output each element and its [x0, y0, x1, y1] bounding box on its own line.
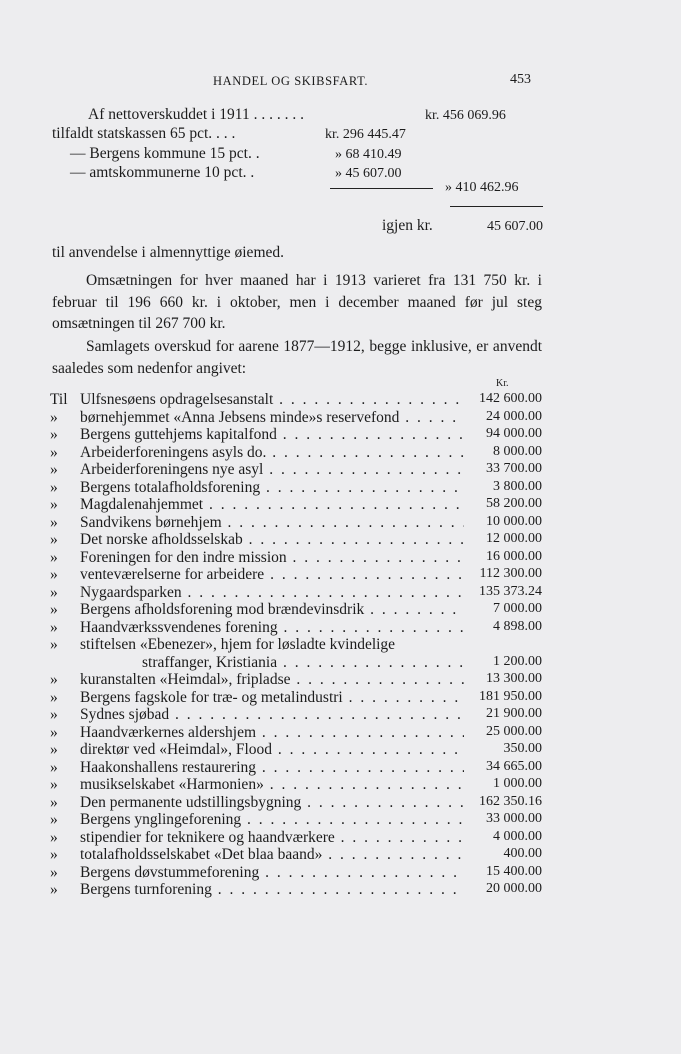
table-row	[50, 391, 542, 409]
row-amount: 25 000.00	[464, 724, 542, 740]
table-row	[50, 426, 542, 444]
row-amount: 7 000.00	[464, 601, 542, 617]
row-mark: »	[50, 478, 58, 496]
table-row	[50, 636, 542, 654]
paragraph-turnover	[52, 270, 542, 335]
paragraph-surplus-text: Samlagets overskud for aarene 1877—1912, begge inklusive, er anvendt saaledes som nedenfor angivet:	[52, 338, 542, 377]
header-title: HANDEL OG SKIBSFART.	[213, 74, 369, 88]
row-amount: 181 950.00	[464, 689, 542, 705]
row-label: venteværelserne for arbeidere . . .	[80, 566, 512, 584]
calc-amount-3: » 68 410.49	[335, 147, 402, 162]
calc-amount-4: » 45 607.00	[335, 166, 402, 181]
row-mark: »	[50, 496, 58, 513]
row-amount: 162 350.16	[464, 794, 542, 810]
table-row	[50, 881, 542, 899]
row-mark: »	[50, 636, 58, 653]
paragraph-surplus	[52, 336, 542, 379]
table-row	[50, 584, 542, 602]
row-label: Sydnes sjøbad . . .	[80, 706, 512, 724]
total-rule	[450, 206, 543, 207]
table-row	[50, 776, 542, 794]
row-mark: »	[50, 618, 58, 636]
row-mark: »	[50, 811, 58, 828]
table-row	[50, 759, 542, 777]
row-amount: 34 665.00	[464, 759, 542, 775]
row-label: børnehjemmet «Anna Jebsens minde»s reservefond . . .	[80, 409, 512, 427]
remainder-amount: 45 607.00	[487, 219, 543, 234]
row-label: Bergens guttehjems kapitalfond . . .	[80, 426, 512, 444]
table-row	[50, 811, 542, 829]
row-amount: 24 000.00	[464, 409, 542, 425]
row-amount: 135 373.24	[464, 584, 542, 600]
purpose-line: til anvendelse i almennyttige øiemed.	[52, 244, 285, 261]
row-mark: »	[50, 723, 58, 741]
row-mark: »	[50, 583, 58, 601]
row-mark: »	[50, 793, 58, 811]
row-amount: 33 700.00	[464, 461, 542, 477]
row-label: Ulfsnesøens opdragelsesanstalt . . .	[80, 391, 512, 409]
table-row	[50, 689, 542, 707]
table-row	[50, 671, 542, 689]
row-label: direktør ved «Heimdal», Flood . . .	[80, 741, 512, 759]
table-row	[50, 531, 542, 549]
row-label: Bergens døvstummeforening . . .	[80, 864, 512, 882]
table-row	[50, 549, 542, 567]
row-mark: »	[50, 741, 58, 758]
row-label: Bergens turnforening . . .	[80, 881, 512, 899]
table-row	[50, 444, 542, 462]
row-label: Haakonshallens restaurering . . .	[80, 759, 512, 777]
remainder-label: igjen kr.	[382, 217, 433, 234]
table-row	[50, 479, 542, 497]
calc-line-1: Af nettoverskuddet i 1911 . . . . . . .	[88, 106, 304, 123]
row-amount: 12 000.00	[464, 531, 542, 547]
row-label: Bergens totalafholdsforening . . .	[80, 479, 512, 497]
table-row	[50, 461, 542, 479]
row-mark: »	[50, 426, 58, 443]
row-label: Arbeiderforeningens nye asyl . . .	[80, 461, 512, 479]
table-row	[50, 409, 542, 427]
row-amount: 3 800.00	[464, 479, 542, 495]
currency-header: Kr.	[496, 378, 509, 389]
row-label: totalafholdsselskabet «Det blaa baand» . . .	[80, 846, 512, 864]
row-mark: »	[50, 408, 58, 426]
calc-line-2: tilfaldt statskassen 65 pct. . . .	[52, 125, 236, 142]
row-amount: 4 000.00	[464, 829, 542, 845]
row-label: Den permanente udstillingsbygning . . .	[80, 794, 512, 812]
row-label: Arbeiderforeningens asyls do. . . .	[80, 444, 512, 462]
row-label: Sandvikens børnehjem . . .	[80, 514, 512, 532]
row-label: Magdalenahjemmet . . .	[80, 496, 512, 514]
row-label: Nygaardsparken . . .	[80, 584, 512, 602]
running-header	[0, 74, 681, 94]
calc-amount-2: kr. 296 445.47	[325, 127, 406, 142]
row-amount: 1 000.00	[464, 776, 542, 792]
row-amount: 33 000.00	[464, 811, 542, 827]
table-row	[50, 566, 542, 584]
row-mark: »	[50, 443, 58, 461]
row-mark: »	[50, 828, 58, 846]
row-mark: »	[50, 548, 58, 566]
paragraph-turnover-text: Omsætningen for hver maaned har i 1913 varieret fra 131 750 kr. i februar til 196 660 kr. i oktober, men i december maaned før jul steg omsætningen til 267 700 kr.	[52, 272, 542, 332]
row-label-continuation: straffanger, Kristiania . . .	[142, 654, 512, 672]
row-mark: »	[50, 758, 58, 776]
row-label: Haandværkssvendenes forening . . .	[80, 619, 512, 637]
row-label: kuranstalten «Heimdal», fripladse . . .	[80, 671, 512, 689]
row-mark: »	[50, 688, 58, 706]
row-label: Det norske afholdsselskab . . .	[80, 531, 512, 549]
row-label: musikselskabet «Harmonien» . . .	[80, 776, 512, 794]
table-row	[50, 794, 542, 812]
row-amount: 350.00	[464, 741, 542, 757]
row-mark: »	[50, 461, 58, 478]
row-mark: »	[50, 706, 58, 723]
table-row	[50, 706, 542, 724]
row-amount: 400.00	[464, 846, 542, 862]
row-label: stiftelsen «Ebenezer», hjem for løsladte kvindelige	[80, 636, 396, 653]
row-mark: »	[50, 776, 58, 793]
row-amount: 13 300.00	[464, 671, 542, 687]
row-amount: 112 300.00	[464, 566, 542, 582]
row-amount: 8 000.00	[464, 444, 542, 460]
row-label: Haandværkernes aldershjem . . .	[80, 724, 512, 742]
table-row	[50, 619, 542, 637]
row-amount: 10 000.00	[464, 514, 542, 530]
row-amount: 15 400.00	[464, 864, 542, 880]
row-label: Bergens afholdsforening mod brændevinsdrik . . .	[80, 601, 512, 619]
table-row	[50, 846, 542, 864]
row-mark: »	[50, 531, 58, 548]
row-mark: »	[50, 863, 58, 881]
page-number: 453	[510, 72, 531, 87]
row-label: Bergens ynglingeforening . . .	[80, 811, 512, 829]
table-row	[50, 496, 542, 514]
table-row	[50, 724, 542, 742]
row-label: Bergens fagskole for træ- og metalindustri . . .	[80, 689, 512, 707]
subtotal-rule	[330, 188, 433, 189]
table-row	[50, 741, 542, 759]
calc-line-4: — amtskommunerne 10 pct. .	[70, 164, 255, 181]
row-mark: »	[50, 513, 58, 531]
calc-line-3: — Bergens kommune 15 pct. .	[70, 145, 260, 162]
row-amount: 21 900.00	[464, 706, 542, 722]
row-mark: Til	[50, 391, 68, 408]
calc-subtotal: » 410 462.96	[445, 180, 519, 195]
row-mark: »	[50, 846, 58, 863]
row-amount: 4 898.00	[464, 619, 542, 635]
row-amount: 94 000.00	[464, 426, 542, 442]
table-row	[50, 829, 542, 847]
row-amount: 20 000.00	[464, 881, 542, 897]
row-mark: »	[50, 601, 58, 618]
row-label: Foreningen for den indre mission . . .	[80, 549, 512, 567]
row-amount: 16 000.00	[464, 549, 542, 565]
row-amount: 1 200.00	[464, 654, 542, 670]
row-mark: »	[50, 881, 58, 898]
row-amount: 142 600.00	[464, 391, 542, 407]
table-row-continuation	[50, 654, 542, 672]
table-row	[50, 601, 542, 619]
table-row	[50, 864, 542, 882]
calc-amount-1: kr. 456 069.96	[425, 108, 506, 123]
row-mark: »	[50, 671, 58, 688]
table-row	[50, 514, 542, 532]
row-mark: »	[50, 566, 58, 583]
row-label: stipendier for teknikere og haandværkere . . .	[80, 829, 512, 847]
row-amount: 58 200.00	[464, 496, 542, 512]
